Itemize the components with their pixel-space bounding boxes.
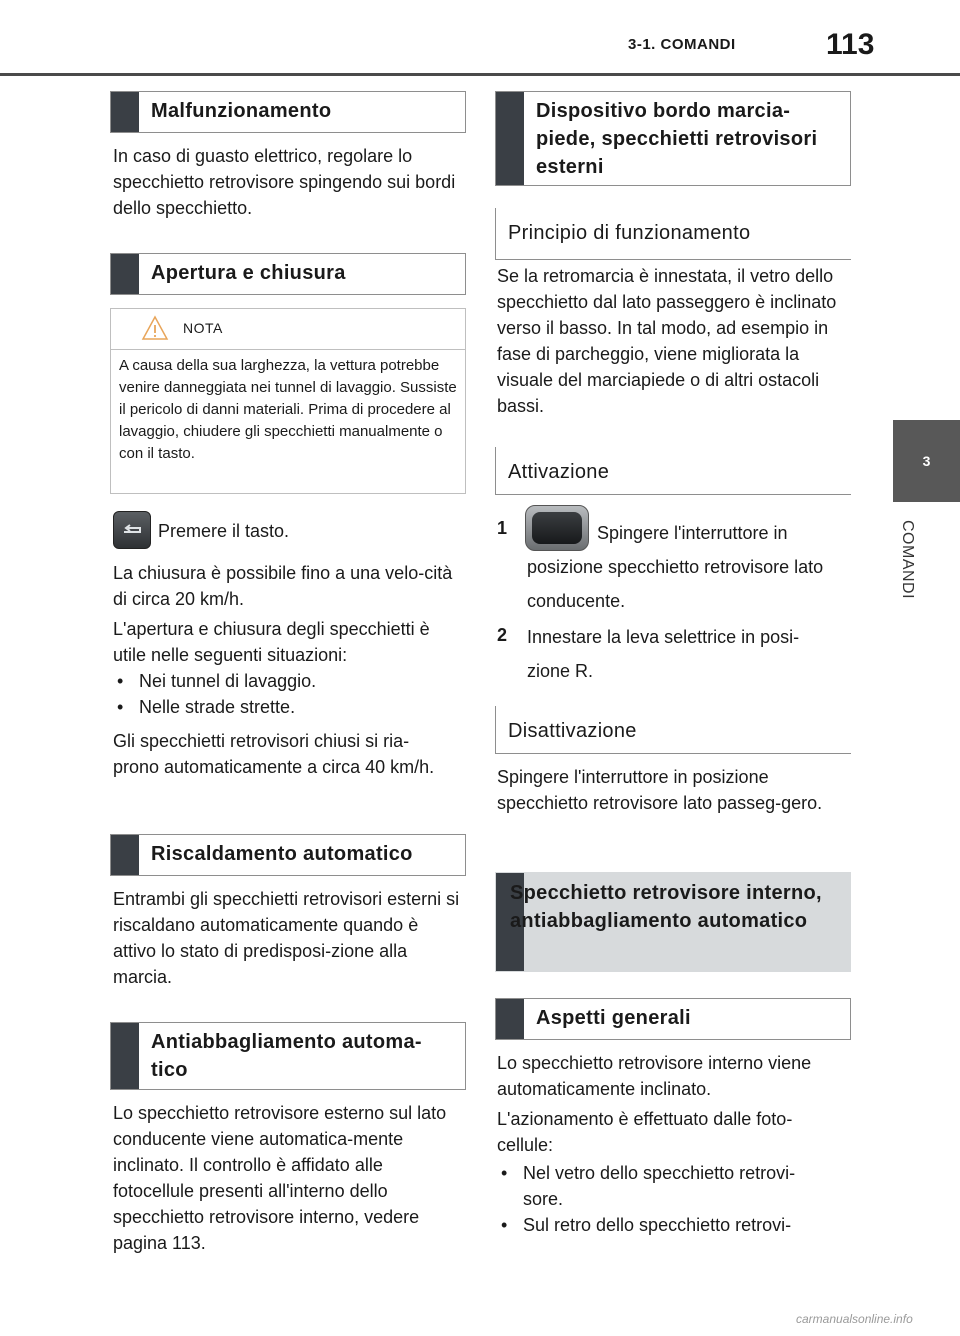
step-number: 2 <box>497 625 508 645</box>
heading-text: Riscaldamento automatico <box>151 843 413 865</box>
note-text: A causa della sua larghezza, la vettura potrebbe venire danneggiata nei tunnel di lavaggio. Sussiste il pericolo di danni materiali. Prima di procedere al lavaggio, chiudere gli specchietti manualmente o con il tasto. <box>119 357 457 462</box>
heading-bar <box>111 1023 139 1089</box>
paragraph-disattivazione: Spingere l'interruttore in posizione specchietto retrovisore lato passeg-gero. <box>497 767 823 813</box>
note-title: NOTA <box>183 320 223 336</box>
useful-text: L'apertura e chiusura degli specchietti è utile nelle seguenti situazioni: <box>113 619 430 665</box>
subheading-disattivazione <box>495 706 851 754</box>
press-button-text: Premere il tasto. <box>158 521 290 541</box>
heading-bar <box>111 835 139 875</box>
subheading-principio <box>495 208 851 260</box>
chapter-label <box>892 520 932 640</box>
subheading-attivazione <box>495 447 851 495</box>
list-item: • Nel vetro dello specchietto retrovi-sore. <box>497 1160 817 1212</box>
list-item: • Nelle strade strette. <box>113 694 463 720</box>
section-title: 3-1. COMANDI <box>628 36 736 53</box>
note-box <box>110 308 466 494</box>
subheading-text: Disattivazione <box>508 720 637 742</box>
paragraph-aspetti-2: L'azionamento è effettuato dalle foto-cellule: <box>497 1109 793 1155</box>
chapter-tab[interactable]: 3 <box>893 420 960 502</box>
photocell-list <box>497 1160 817 1238</box>
heading-text: Aspetti generali <box>536 1007 691 1029</box>
list-item: • Nei tunnel di lavaggio. <box>113 668 463 694</box>
paragraph-principio: Se la retromarcia è innestata, il vetro dello specchietto dal lato passeggero è inclinato verso il basso. In tal modo, ad esempio in fase di parcheggio, viene migliorata la visuale del marciapiede o di altri ostacoli bassi. <box>497 266 837 416</box>
heading-bar <box>496 999 524 1039</box>
heading-malfunzionamento <box>110 91 466 133</box>
paragraph-riscaldamento: Entrambi gli specchietti retrovisori esterni si riscaldano automaticamente quando è attivo lo stato di predisposi-zione alla marcia. <box>113 889 460 987</box>
paragraph-aspetti-1: Lo specchietto retrovisore interno viene automaticamente inclinato. <box>497 1053 812 1099</box>
heading-bar <box>111 92 139 132</box>
step-text: Innestare la leva selettrice in posi-zione R. <box>527 627 800 681</box>
heading-riscaldamento <box>110 834 466 876</box>
paragraph-malfunzionamento: In caso di guasto elettrico, regolare lo specchietto retrovisore spingendo sui bordi dello specchietto. <box>113 146 456 218</box>
paragraph-antiabbagliamento: Lo specchietto retrovisore esterno sul lato conducente viene automatica-mente inclinato. Il controllo è affidato alle fotocellule presenti all'interno dello specchietto retrovisore interno, vedere pagina 113. <box>113 1103 447 1253</box>
step-number: 1 <box>497 518 508 538</box>
heading-text: Apertura e chiusura <box>151 262 346 284</box>
heading-interno <box>495 872 851 972</box>
watermark: carmanualsonline.info <box>796 1312 913 1326</box>
heading-text: Dispositivo bordo marcia-piede, specchietti retrovisori esterni <box>536 100 818 178</box>
warning-triangle-icon <box>141 314 169 342</box>
reopen-text: Gli specchietti retrovisori chiusi si ria-prono automaticamente a circa 40 km/h. <box>113 731 435 777</box>
chapter-label-text: COMANDI <box>899 520 916 600</box>
list-item: • Sul retro dello specchietto retrovi- <box>497 1212 817 1238</box>
situations-list <box>113 668 463 720</box>
page-number: 113 <box>826 28 875 61</box>
heading-text: Malfunzionamento <box>151 100 332 122</box>
note-header <box>111 309 465 350</box>
step-text: Spingere l'interruttore in posizione specchietto retrovisore lato conducente. <box>527 523 824 611</box>
heading-aspetti <box>495 998 851 1040</box>
heading-text: Antiabbagliamento automa-tico <box>151 1031 422 1081</box>
subheading-text: Principio di funzionamento <box>508 222 751 244</box>
heading-apertura <box>110 253 466 295</box>
heading-bar <box>496 92 524 185</box>
heading-text: Specchietto retrovisore interno, antiabbagliamento automatico <box>510 882 822 932</box>
heading-antiabbagliamento <box>110 1022 466 1090</box>
subheading-text: Attivazione <box>508 461 610 483</box>
heading-dispositivo <box>495 91 851 186</box>
heading-bar <box>111 254 139 294</box>
speed-text: La chiusura è possibile fino a una velo-cità di circa 20 km/h. <box>113 563 453 609</box>
header-rule <box>0 73 960 76</box>
mirror-fold-button-icon <box>113 511 151 549</box>
